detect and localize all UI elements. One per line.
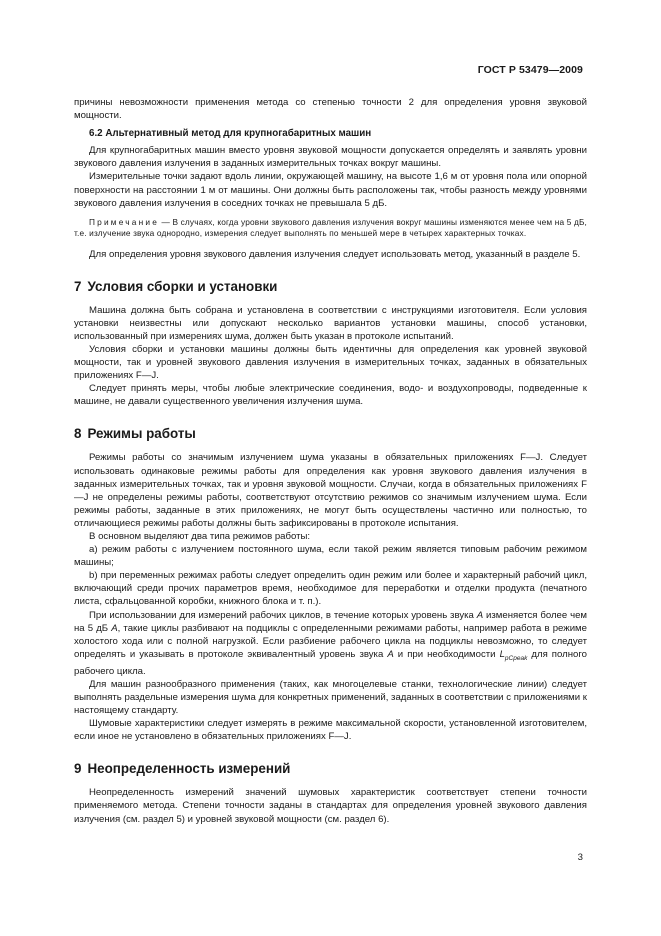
symbol-a: A <box>111 622 118 634</box>
paragraph: Шумовые характеристики следует измерять в режиме максимальной скорости, установленной изготовителем, если иное не установлено в обязательных приложениях F—J. <box>74 718 587 743</box>
section-number: 9 <box>74 761 82 777</box>
paragraph: Условия сборки и установки машины должны быть идентичны для определения как уровней звуковой мощности, так и уровней звукового давления излучения в измерительных точках, заданных в обязательных приложениях F—J. <box>74 343 587 382</box>
section-title: Неопределенность измерений <box>87 761 291 777</box>
symbol-a: A <box>387 648 394 660</box>
paragraph: Режимы работы со значимым излучением шума указаны в обязательных приложениях F—J. Следует использовать одинаковые режимы работы для определения как уровня звукового давления излучения в заданных измерительных точках, так и уровня звуковой мощности. Случаи, когда в обязательных приложениях F—J не определены режимы работы, соответствуют отсутствию режимов со значимым излучением шума. Если режимы работы, заданные в этих приложениях, не могут быть осуществлены частично или полностью, то отличающиеся режимы работы должны быть зафиксированы в протоколе испытания. <box>74 452 587 529</box>
note <box>74 217 587 240</box>
page-number: 3 <box>577 852 583 863</box>
note-text: — В случаях, когда уровни звукового давления излучения вокруг машины изменяются менее чем на 5 дБ, т.е. излучение звука однородно, измерения следует выполнять по меньшей мере в четырех характерных точках. <box>74 216 587 239</box>
subsection-title: 6.2 Альтернативный метод для крупногабаритных машин <box>89 128 372 140</box>
paragraph: причины невозможности применения метода со степенью точности 2 для определения уровня звуковой мощности. <box>74 97 587 122</box>
paragraph: Машина должна быть собрана и установлена в соответствии с инструкциями изготовителя. Если условия установки неизвестны или допускают несколько вариантов установки машины, способ установки, использованный при измерениях шума, должен быть указан в протоколе испытаний. <box>74 304 587 342</box>
symbol-l: L <box>499 648 505 660</box>
paragraph: При использовании для измерений рабочих циклов, в течение которых уровень звука A изменяется более чем на 5 дБ A, такие циклы разбивают на подциклы с определенными режимами работы, например работа в режиме холостого хода или с полной нагрузкой. Если разбиение рабочего цикла на подциклы невозможно, то следует определять и указывать в протоколе эквивалентный уровень звука A и при необходимости $L_{pCpeak}$ для полного рабочего цикла. <box>74 609 588 677</box>
section-number: 8 <box>74 426 82 442</box>
section-heading <box>74 426 587 442</box>
document-id: ГОСТ Р 53479—2009 <box>477 64 583 76</box>
paragraph: Для крупногабаритных машин вместо уровня звуковой мощности допускается определять и заявлять уровни звукового давления излучения в заданных измерительных точках вокруг машины. <box>74 145 587 170</box>
section-title: Условия сборки и установки <box>87 278 278 294</box>
paragraph: Неопределенность измерений значений шумовых характеристик соответствует степени точности применяемого метода. Степени точности заданы в стандартах для определения уровней звукового давления излучения (см. раздел 5) и уровней звуковой мощности (см. раздел 6). <box>74 787 587 825</box>
section-number: 7 <box>74 278 82 294</box>
note-label: Примечание <box>89 216 160 227</box>
paragraph: Следует принять меры, чтобы любые электрические соединения, водо- и воздухопроводы, подведенные к машине, не давали существенного увеличения излучения шума. <box>74 383 587 408</box>
paragraph: Измерительные точки задают вдоль линии, окружающей машину, на высоте 1,6 м от уровня пола или опорной поверхности на расстоянии 1 м от машины. Они должны быть расположены так, чтобы разность между уровнями звукового давления излучения в соседних точках не превышала 5 дБ. <box>74 171 587 209</box>
list-item: а) режим работы с излучением постоянного шума, если такой режим является типовым рабочим режимом машины; <box>74 544 587 569</box>
symbol-a: A <box>476 609 484 621</box>
list-item: b) при переменных режимах работы следует определить один режим или более и характерный рабочий цикл, включающий среди прочих параметров время, необходимое для переработки и отделки продукта (печатного листа, сфальцованной коробки, книжного блока и т. п.). <box>74 570 587 608</box>
symbol-subscript: pCpeak <box>504 654 528 662</box>
page-content <box>74 96 587 826</box>
paragraph: Для определения уровня звукового давления излучения следует использовать метод, указанный в разделе 5. <box>89 248 581 260</box>
section-title: Режимы работы <box>87 426 196 442</box>
paragraph: Для машин разнообразного применения (таких, как многоцелевые станки, технологические линии) следует выполнять раздельные измерения шума для конкретных применений, заданных в соответствии с приложениями к настоящему стандарту. <box>74 678 587 717</box>
section-heading <box>74 761 587 777</box>
paragraph: В основном выделяют два типа режимов работы: <box>89 530 311 542</box>
section-heading <box>74 279 587 295</box>
